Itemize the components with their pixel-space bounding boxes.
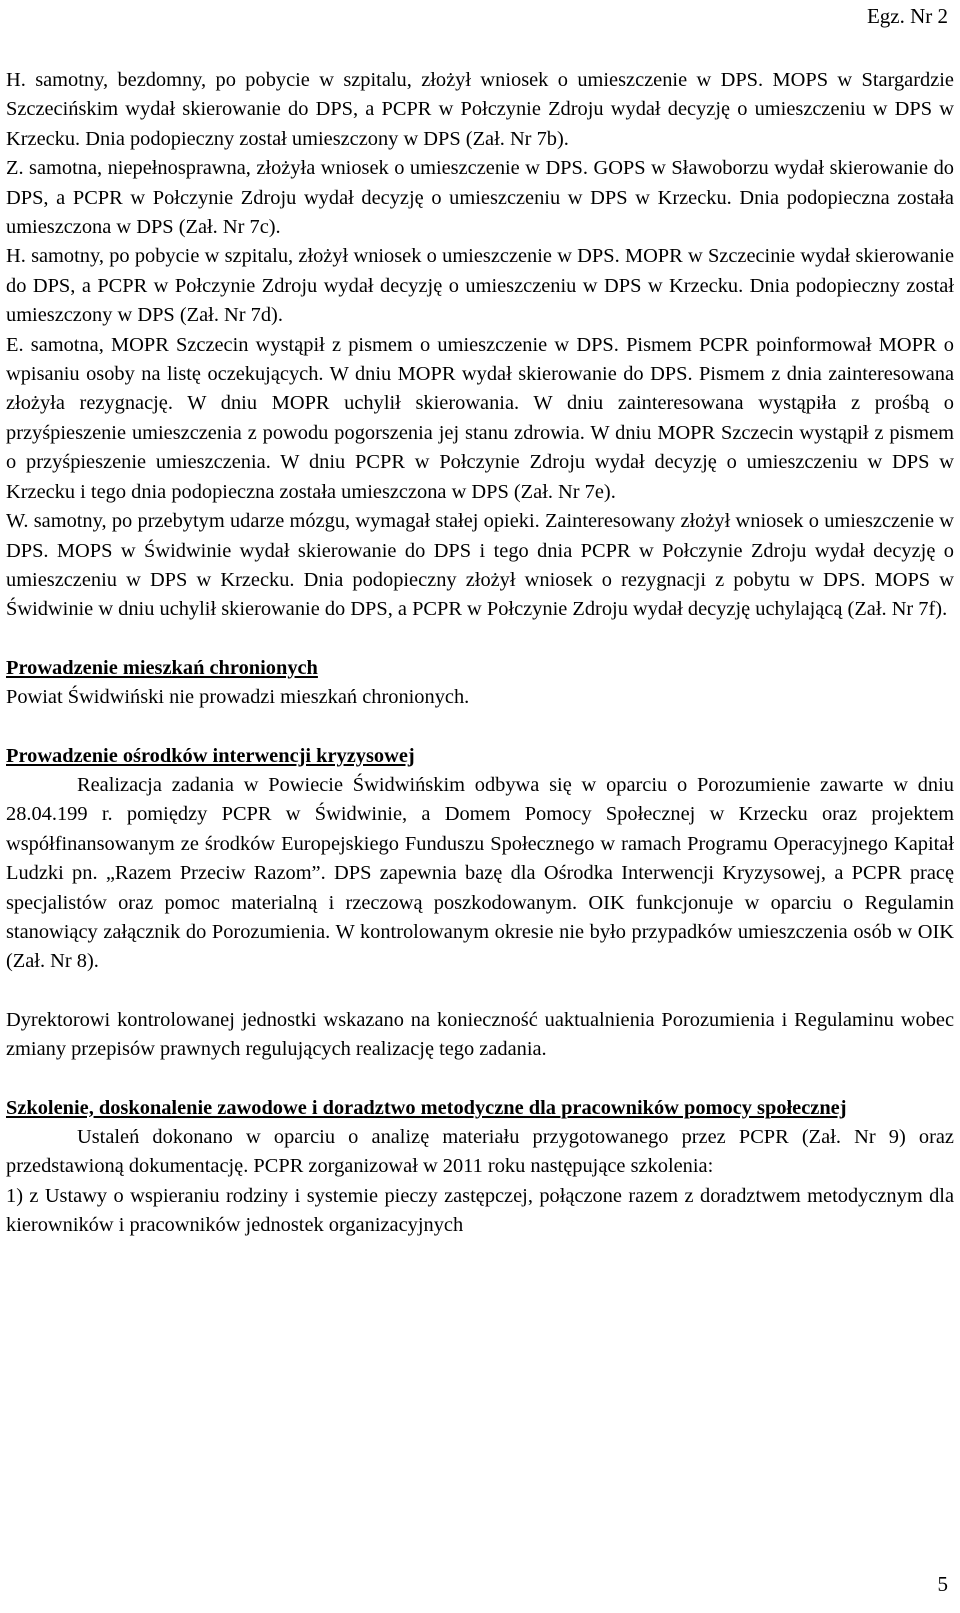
document-body bbox=[6, 66, 954, 1241]
copy-number-label: Egz. Nr 2 bbox=[866, 4, 948, 28]
case-paragraph-w: W. samotny, po przebytym udarze mózgu, wymagał stałej opieki. Zainteresowany złożył wniosek o umieszczenie w DPS. MOPS w Świdwinie wydał skierowanie do DPS i tego dnia PCPR w Połczynie Zdroju wydał decyzję o umieszczeniu w DPS w Krzecku. Dnia podopieczny złożył wniosek o rezygnacji z pobytu w DPS. MOPS w Świdwinie w dniu uchylił skierowanie do DPS, a PCPR w Połczynie Zdroju wydał decyzję uchylającą (Zał. Nr 7f). bbox=[6, 510, 954, 621]
crisis-centers-note: Dyrektorowi kontrolowanej jednostki wskazano na konieczność uaktualnienia Porozumienia i Regulaminu wobec zmiany przepisów prawnych regulujących realizację tego zadania. bbox=[6, 1008, 954, 1061]
crisis-centers-text: Realizacja zadania w Powiecie Świdwińskim odbywa się w oparciu o Porozumienie zawarte w dniu 28.04.199 r. pomiędzy PCPR w Świdwinie, a Domem Pomocy Społecznej w Krzecku oraz projektem współfinansowanym ze środków Europejskiego Funduszu Społecznego w ramach Programu Operacyjnego Kapitał Ludzki pn. „Razem Przeciw Razom”. DPS zapewnia bazę dla Ośrodka Interwencji Kryzysowej, a PCPR pracę specjalistów oraz pomoc materialną i rzeczową poszkodowanym. OIK funkcjonuje w oparciu o Regulamin stanowiący załącznik do Porozumienia. W kontrolowanym okresie nie było przypadków umieszczenia osób w OIK (Zał. Nr 8). bbox=[6, 773, 954, 973]
training-text: Ustaleń dokonano w oparciu o analizę materiału przygotowanego przez PCPR (Zał. Nr 9) oraz przedstawioną dokumentację. PCPR zorganizował w 2011 roku następujące szkolenia: bbox=[6, 1126, 954, 1178]
training-list-item-1: 1) z Ustawy o wspieraniu rodziny i systemie pieczy zastępczej, połączone razem z doradztwem metodycznym dla kierowników i pracowników jednostek organizacyjnych bbox=[6, 1184, 954, 1237]
section-heading-training: Szkolenie, doskonalenie zawodowe i doradztwo metodyczne dla pracowników pomocy społecznej bbox=[6, 1096, 847, 1119]
section-heading-crisis-centers: Prowadzenie ośrodków interwencji kryzysowej bbox=[6, 744, 415, 767]
case-paragraph-z: Z. samotna, niepełnosprawna, złożyła wniosek o umieszczenie w DPS. GOPS w Sławoborzu wydał skierowanie do DPS, a PCPR w Połczynie Zdroju wydał decyzję o umieszczeniu w DPS w Krzecku. Dnia podopieczna została umieszczona w DPS (Zał. Nr 7c). bbox=[6, 157, 954, 239]
spacer bbox=[6, 1065, 954, 1094]
section-heading-sheltered-housing: Prowadzenie mieszkań chronionych bbox=[6, 656, 318, 679]
case-paragraph-h2: H. samotny, po pobycie w szpitalu, złożył wniosek o umieszczenie w DPS. MOPR w Szczecinie wydał skierowanie do DPS, a PCPR w Połczynie Zdroju wydał decyzję o umieszczeniu w DPS w Krzecku. Dnia podopieczny został umieszczony w DPS (Zał. Nr 7d). bbox=[6, 245, 954, 327]
sheltered-housing-text: Powiat Świdwiński nie prowadzi mieszkań chronionych. bbox=[6, 686, 470, 709]
case-paragraph-e: E. samotna, MOPR Szczecin wystąpił z pismem o umieszczenie w DPS. Pismem PCPR poinformował MOPR o wpisaniu osoby na listę oczekujących. W dniu MOPR wydał skierowanie do DPS. Pismem z dnia zainteresowana złożyła rezygnację. W dniu MOPR uchylił skierowania. W dniu zainteresowana wystąpiła z prośbą o przyśpieszenie umieszczenia z powodu pogorszenia jej stanu zdrowia. W dniu MOPR Szczecin wystąpił z pismem o przyśpieszenie umieszczenia. W dniu PCPR w Połczynie Zdroju wydał decyzję o umieszczeniu w DPS w Krzecku i tego dnia podopieczna została umieszczona w DPS (Zał. Nr 7e). bbox=[6, 333, 954, 503]
case-paragraph-h1: H. samotny, bezdomny, po pobycie w szpitalu, złożył wniosek o umieszczenie w DPS. MOPS w Stargardzie Szczecińskim wydał skierowanie do DPS, a PCPR w Połczynie Zdroju wydał decyzję o umieszczeniu w DPS w Krzecku. Dnia podopieczny został umieszczony w DPS (Zał. Nr 7b). bbox=[6, 69, 954, 150]
spacer bbox=[6, 625, 954, 654]
spacer bbox=[6, 713, 954, 742]
spacer bbox=[6, 977, 954, 1006]
page-number: 5 bbox=[937, 1572, 948, 1596]
